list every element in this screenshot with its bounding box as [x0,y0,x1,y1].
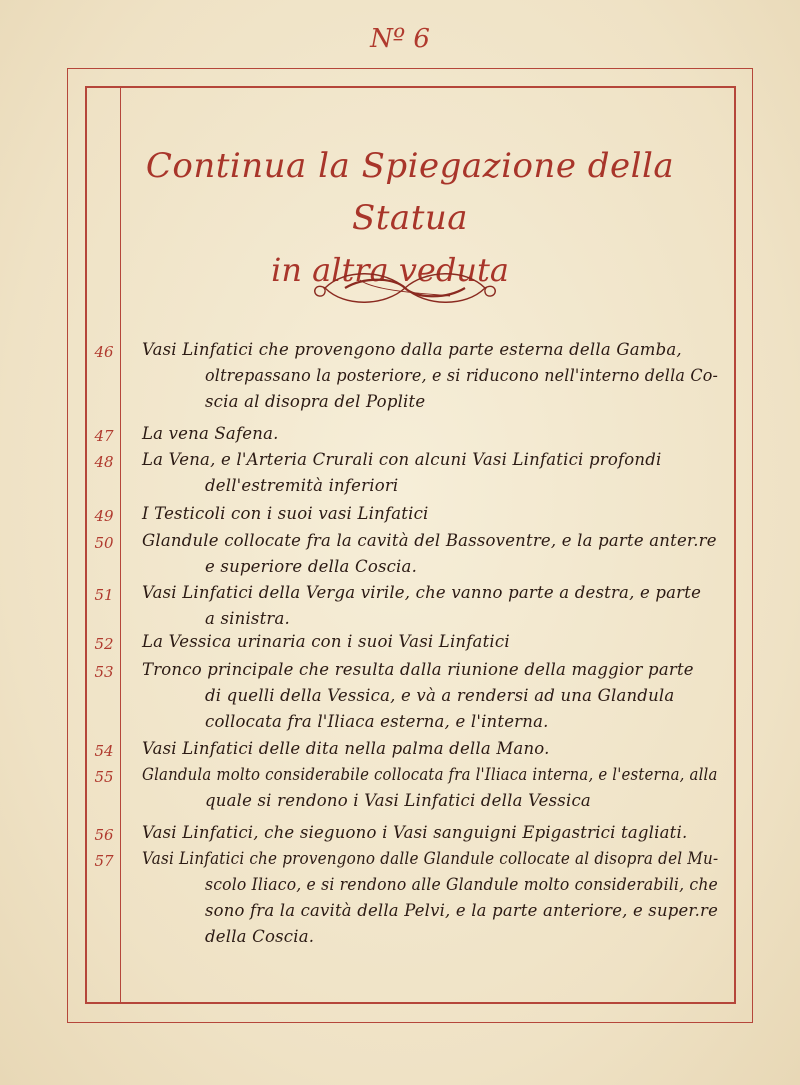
entry-number: 57 [94,852,114,870]
flourish-ornament [305,262,505,314]
entry-text-line: scia al disopra del Poplite [205,392,426,411]
entry-text-line: Vasi Linfatici della Verga virile, che vanno parte a destra, e parte [142,583,702,602]
entry-number: 52 [94,635,114,653]
entry-text-line: dell'estremità inferiori [205,476,399,495]
entry-number: 50 [94,534,114,552]
entry-text-line: La Vena, e l'Arteria Crurali con alcuni Vasi Linfatici profondi [142,450,662,469]
entry-text-line: Vasi Linfatici, che sieguono i Vasi sanguigni Epigastrici tagliati. [142,823,688,842]
entry-text-line: di quelli della Vessica, e và a rendersi ad una Glandula [205,686,675,705]
entry-text-line: della Coscia. [205,927,315,946]
entry-text-line: Vasi Linfatici che provengono dalla parte esterna della Gamba, [142,340,682,359]
entry-text-line: I Testicoli con i suoi vasi Linfatici [142,504,429,523]
title-line-2: in altra veduta [271,251,509,289]
entry-text-line: La Vessica urinaria con i suoi Vasi Linfatici [142,632,510,651]
entry-text-line: quale si rendono i Vasi Linfatici della Vessica [205,791,591,810]
entry-number: 51 [94,586,114,604]
title-line-1: Continua la Spiegazione della Statua [145,146,675,238]
entry-number: 48 [94,453,114,471]
entry-text-line: scolo Iliaco, e si rendono alle Glandule molto considerabili, che [205,875,718,894]
entry-text-line: Vasi Linfatici delle dita nella palma della Mano. [142,739,550,758]
entry-text-line: Glandula molto considerabile collocata fra l'Iliaca interna, e l'esterna, alla [142,765,718,784]
entry-text-line: Tronco principale che resulta dalla riunione della maggior parte [142,660,694,679]
entry-text-line: sono fra la cavità della Pelvi, e la parte anteriore, e super.re [205,901,719,920]
entry-number: 49 [94,507,114,525]
page-number: Nº 6 [370,24,430,54]
entry-text-line: Vasi Linfatici che provengono dalle Glandule collocate al disopra del Mu- [142,849,719,868]
entry-text-line: Glandule collocate fra la cavità del Bassoventre, e la parte anter.re [142,531,717,550]
entry-text-line: La vena Safena. [142,424,279,443]
entry-number: 53 [94,663,114,681]
entry-text-line: collocata fra l'Iliaca esterna, e l'interna. [205,712,549,731]
entry-number: 56 [94,826,114,844]
entry-text-line: oltrepassano la posteriore, e si riducono nell'interno della Co- [205,366,719,385]
entry-text-line: e superiore della Coscia. [205,557,418,576]
margin-rule [120,88,121,1002]
entry-text-line: a sinistra. [205,609,290,628]
entry-number: 54 [94,742,114,760]
entry-number: 46 [94,343,114,361]
entry-number: 55 [94,768,114,786]
entry-number: 47 [94,427,114,445]
